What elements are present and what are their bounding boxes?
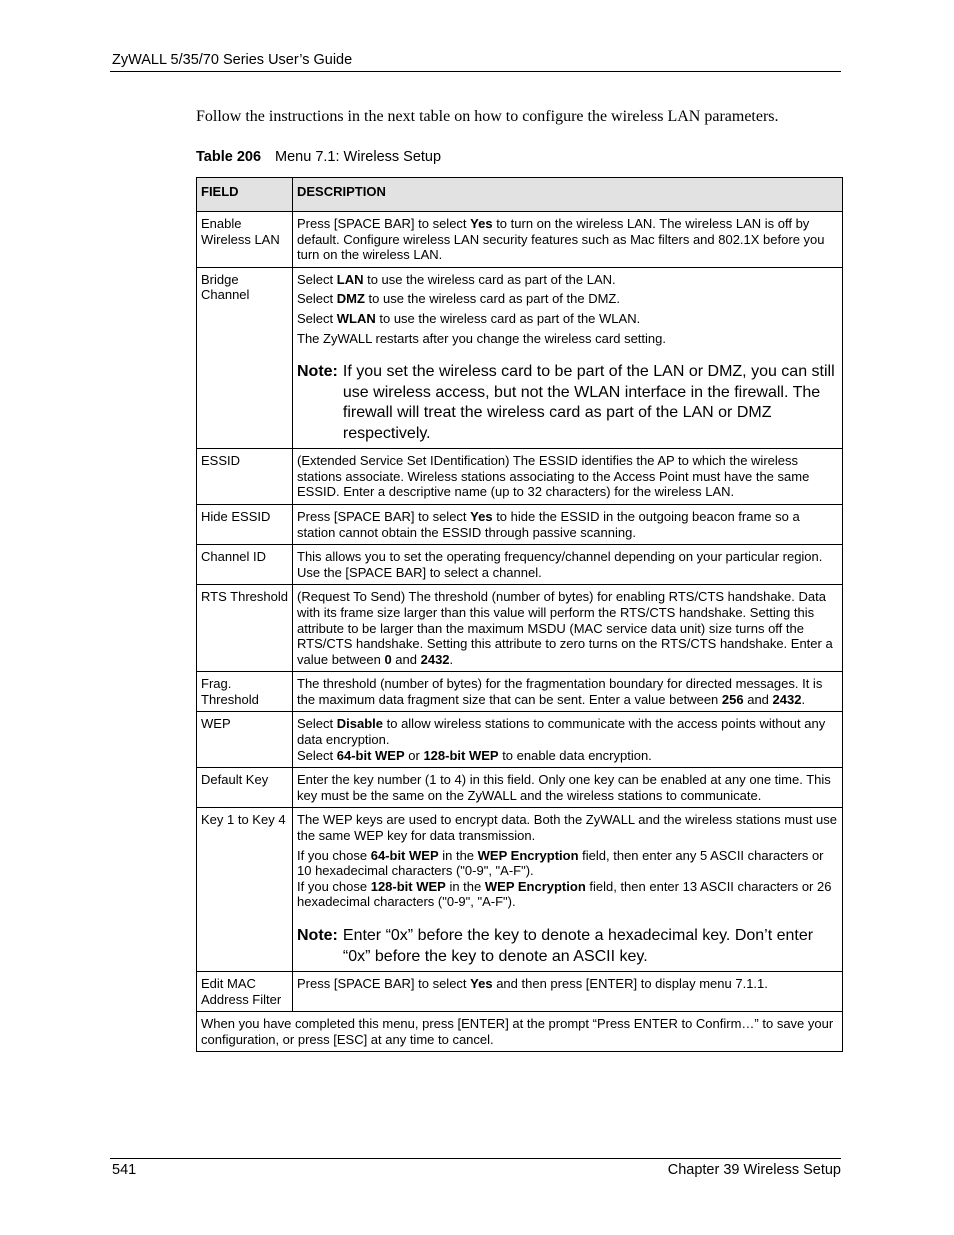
table-row [197, 972, 843, 1012]
description-cell [293, 768, 843, 808]
table-footer-row [197, 1012, 843, 1052]
field-cell: Bridge Channel [197, 267, 293, 448]
description-cell [293, 449, 843, 505]
description-cell [293, 545, 843, 585]
running-header: ZyWALL 5/35/70 Series User’s Guide [112, 52, 353, 68]
field-cell: Channel ID [197, 545, 293, 585]
table-row [197, 672, 843, 712]
field-cell: ESSID [197, 449, 293, 505]
description-paragraph: If you chose 64-bit WEP in the WEP Encryption field, then enter any 5 ASCII characters or 10 hexadecimal characters ("0-9", "A-F"). If you chose 128-bit WEP in the WEP Encryption field, then enter 13 ASCII characters or 26 hexadecimal characters ("0-9", "A-F"). [297, 847, 832, 910]
note-text: Enter “0x” before the key to denote a hexadecimal key. Don’t enter “0x” before the key to denote an ASCII key. [342, 927, 814, 965]
field-cell: RTS Threshold [197, 585, 293, 672]
wireless-setup-table [196, 177, 843, 1052]
header-divider [110, 71, 841, 72]
table-row [197, 545, 843, 585]
note-label: Note: [297, 363, 338, 381]
field-cell: Edit MAC Address Filter [197, 972, 293, 1012]
description-paragraph: Press [SPACE BAR] to select Yes to hide the ESSID in the outgoing beacon frame so a station cannot obtain the ESSID through passive scanning. [297, 508, 800, 540]
table-row [197, 267, 843, 448]
note-text: If you set the wireless card to be part of the LAN or DMZ, you can still use wireless access, but not the WLAN interface in the firewall. The firewall will treat the wireless card as part of the LAN or DMZ respectively. [342, 363, 835, 442]
table-row [197, 449, 843, 505]
description-paragraph: The WEP keys are used to encrypt data. Both the ZyWALL and the wireless stations must use the same WEP key for data transmission. [297, 812, 838, 844]
description-paragraph: Enter the key number (1 to 4) in this field. Only one key can be enabled at any one time. This key must be the same on the ZyWALL and the wireless stations to communicate. [297, 772, 831, 803]
field-cell: Default Key [197, 768, 293, 808]
description-cell [293, 504, 843, 544]
table-caption-label: Table 206 [196, 149, 262, 165]
description-cell [293, 672, 843, 712]
note-block [297, 926, 838, 967]
field-cell: Key 1 to Key 4 [197, 808, 293, 972]
note-label: Note: [297, 927, 338, 944]
intro-paragraph: Follow the instructions in the next table on how to configure the wireless LAN parameters. [196, 108, 779, 125]
description-cell [293, 712, 843, 768]
table-row [197, 808, 843, 972]
field-cell: WEP [197, 712, 293, 768]
table-footer-note: When you have completed this menu, press [ENTER] at the prompt “Press ENTER to Confirm…” to save your configuration, or press [ESC] at any time to cancel. [197, 1012, 843, 1052]
footer-divider [110, 1158, 841, 1159]
table-body [197, 212, 843, 1012]
description-paragraph: The threshold (number of bytes) for the fragmentation boundary for directed messages. It is the maximum data fragment size that can be sent. Enter a value between 256 and 2432. [297, 676, 823, 707]
page-number: 541 [112, 1162, 137, 1178]
description-cell [293, 267, 843, 448]
description-paragraph: Select WLAN to use the wireless card as part of the WLAN. [297, 310, 641, 326]
note-block [297, 362, 838, 444]
field-cell: Enable Wireless LAN [197, 212, 293, 268]
description-cell [293, 585, 843, 672]
description-cell [293, 212, 843, 268]
table-header-row [197, 178, 843, 212]
table-row [197, 212, 843, 268]
description-paragraph: (Extended Service Set IDentification) The ESSID identifies the AP to which the wireless stations associate. Wireless stations associating to the Access Point must have the same ESSID. Enter a descriptive name (up to 32 characters) for the wireless LAN. [297, 453, 810, 500]
table-caption-text: Menu 7.1: Wireless Setup [275, 149, 442, 165]
description-paragraph: Select Disable to allow wireless stations to communicate with the access points without any data encryption. Select 64-bit WEP or 128-bit WEP to enable data encryption. [297, 716, 826, 763]
description-paragraph: Select LAN to use the wireless card as part of the LAN. [297, 271, 616, 287]
table-row [197, 712, 843, 768]
table-row [197, 585, 843, 672]
description-paragraph: Press [SPACE BAR] to select Yes to turn on the wireless LAN. The wireless LAN is off by default. Configure wireless LAN security features such as Mac filters and 802.1X before you turn on the wireless LAN. [297, 216, 825, 263]
field-cell: Frag. Threshold [197, 672, 293, 712]
description-paragraph: (Request To Send) The threshold (number of bytes) for enabling RTS/CTS handshake. Data with its frame size larger than this value will perform the RTS/CTS handshake. Setting this attribute to be larger than the maximum MSDU (MAC service data unit) size turns off the RTS/CTS handshake. Setting this attribute to zero turns on the RTS/CTS handshake. Enter a value between 0 and 2432. [297, 589, 833, 667]
description-paragraph: This allows you to set the operating frequency/channel depending on your particular region. Use the [SPACE BAR] to select a channel. [297, 549, 823, 580]
description-cell [293, 808, 843, 972]
header-description: DESCRIPTION [293, 178, 843, 212]
table-caption [196, 149, 441, 165]
chapter-title: Chapter 39 Wireless Setup [667, 1162, 841, 1178]
description-paragraph: The ZyWALL restarts after you change the wireless card setting. [297, 330, 666, 346]
description-paragraph: Select DMZ to use the wireless card as part of the DMZ. [297, 291, 620, 307]
description-paragraph: Press [SPACE BAR] to select Yes and then press [ENTER] to display menu 7.1.1. [297, 976, 768, 991]
header-field: FIELD [197, 178, 293, 212]
description-cell [293, 972, 843, 1012]
table-row [197, 768, 843, 808]
table-row [197, 504, 843, 544]
field-cell: Hide ESSID [197, 504, 293, 544]
